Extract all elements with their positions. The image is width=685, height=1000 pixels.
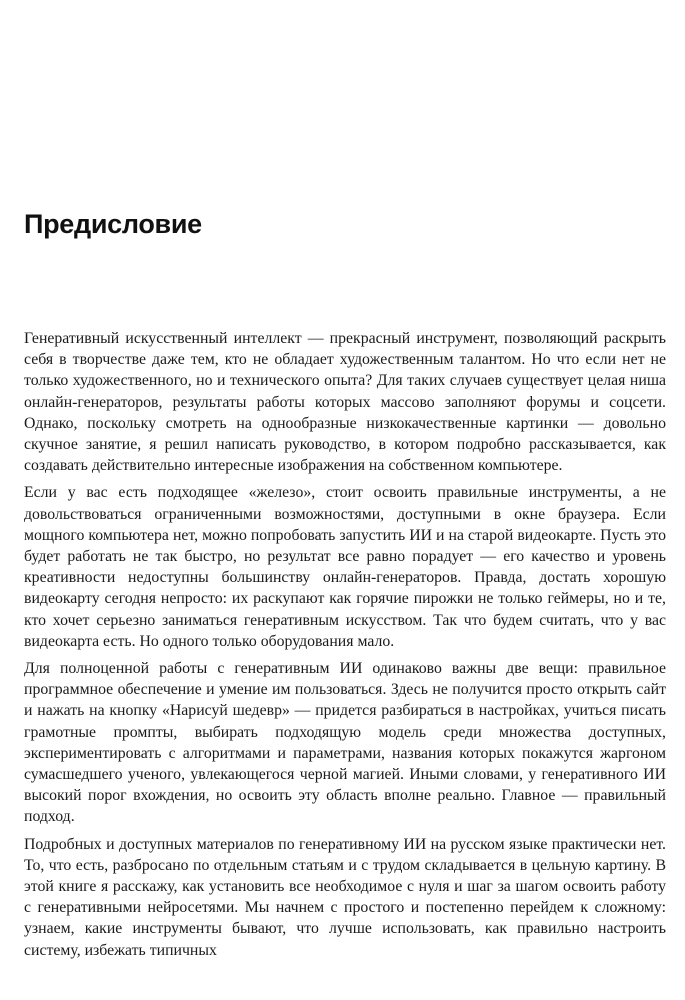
chapter-body — [24, 328, 666, 967]
paragraph-2: Если у вас есть подходящее «железо», стоит освоить правильные инструменты, а не довольствоваться ограниченными возможностями, доступными в окне браузера. Если мощного компьютера нет, можно попробовать запустить ИИ и на старой видеокарте. Пусть это будет работать не так быстро, но результат все равно порадует — его качество и уровень креативности недоступны большинству онлайн-генераторов. Правда, достать хорошую видеокарту сегодня непросто: их раскупают как горячие пирожки не только геймеры, но и те, кто хочет серьезно заниматься генеративным искусством. Так что будем считать, что у вас видеокарта есть. Но одного только оборудования мало. — [24, 484, 666, 650]
chapter-title: Предисловие — [24, 209, 202, 239]
paragraph-4: Подробных и доступных материалов по генеративному ИИ на русском языке практически нет. То, что есть, разбросано по отдельным статьям и с трудом складывается в цельную картину. В этой книге я расскажу, как установить все необходимое с нуля и шаг за шагом освоить работу с генеративными нейросетями. Мы начнем с простого и постепенно перейдем к сложному: узнаем, какие инструменты бывают, что лучше использовать, как правильно настроить систему, избежать типичных — [24, 835, 666, 959]
paragraph-3: Для полноценной работы с генеративным ИИ одинаково важны две вещи: правильное программное обеспечение и умение им пользоваться. Здесь не получится просто открыть сайт и нажать на кнопку «Нарисуй шедевр» — придется разбираться в настройках, учиться писать грамотные промпты, выбирать подходящую модель среди множества доступных, экспериментировать с алгоритмами и параметрами, названия которых покажутся жаргоном сумасшедшего ученого, увлекающегося черной магией. Иными словами, у генеративного ИИ высокий порог вхождения, но освоить эту область вполне реально. Главное — правильный подход. — [24, 660, 666, 826]
paragraph-1: Генеративный искусственный интеллект — прекрасный инструмент, позволяющий раскрыть себя в творчестве даже тем, кто не обладает художественным талантом. Но что если нет не только художественного, но и технического опыта? Для таких случаев существует целая ниша онлайн-генераторов, результаты работы которых массово заполняют форумы и соцсети. Однако, поскольку смотреть на однообразные низкокачественные картинки — довольно скучное занятие, я решил написать руководство, в котором подробно рассказывается, как создавать действительно интересные изображения на собственном компьютере. — [24, 330, 666, 475]
